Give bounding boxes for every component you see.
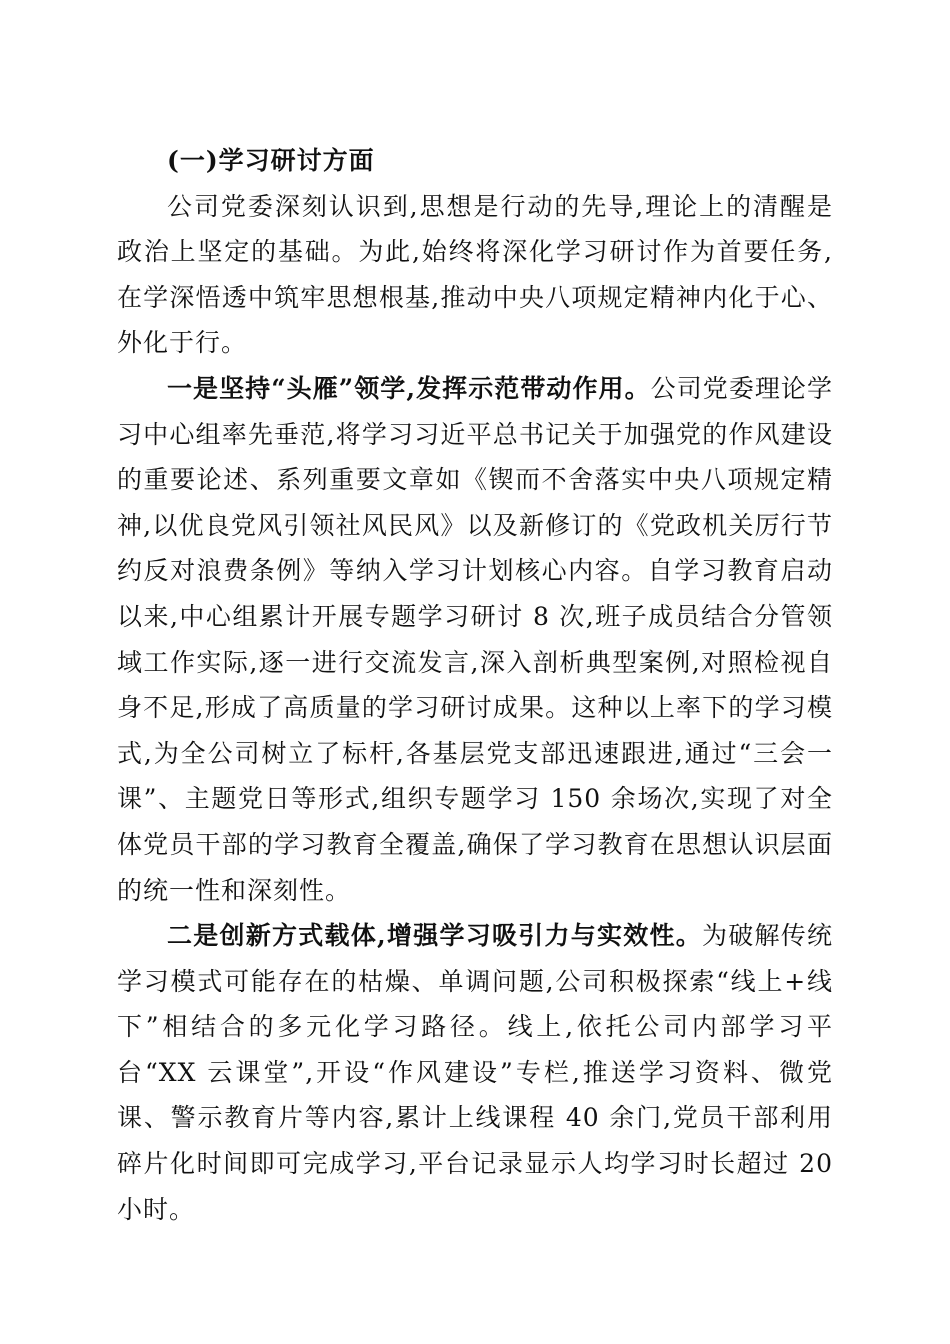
paragraph-point-two bbox=[117, 913, 833, 1232]
paragraph-point-two-text: 为破解传统学习模式可能存在的枯燥、单调问题,公司积极探索“线上+线下”相结合的多元化学习路径。线上,依托公司内部学习平台“XX 云课堂”,开设“作风建设”专栏,推送学习资料、微党课、警示教育片等内容,累计上线课程 40 余门,党员干部利用碎片化时间即可完成学习,平台记录显示人均学习时长超过 20 小时。 bbox=[117, 921, 833, 1224]
paragraph-point-one bbox=[117, 366, 833, 913]
section-heading: (一)学习研讨方面 bbox=[167, 146, 375, 175]
paragraph-point-one-text: 公司党委理论学习中心组率先垂范,将学习习近平总书记关于加强党的作风建设的重要论述、系列重要文章如《锲而不舍落实中央八项规定精神,以优良党风引领社风民风》以及新修订的《党政机关厉行节约反对浪费条例》等纳入学习计划核心内容。自学习教育启动以来,中心组累计开展专题学习研讨 8 次,班子成员结合分管领域工作实际,逐一进行交流发言,深入剖析典型案例,对照检视自身不足,形成了高质量的学习研讨成果。这种以上率下的学习模式,为全公司树立了标杆,各基层党支部迅速跟进,通过“三会一课”、主题党日等形式,组织专题学习 150 余场次,实现了对全体党员干部的学习教育全覆盖,确保了学习教育在思想认识层面的统一性和深刻性。 bbox=[117, 373, 833, 905]
paragraph-intro-text: 公司党委深刻认识到,思想是行动的先导,理论上的清醒是政治上坚定的基础。为此,始终将深化学习研讨作为首要任务,在学深悟透中筑牢思想根基,推动中央八项规定精神内化于心、外化于行。 bbox=[117, 191, 833, 358]
document-body bbox=[117, 138, 833, 1232]
paragraph-point-two-lead: 二是创新方式载体,增强学习吸引力与实效性。 bbox=[167, 921, 702, 951]
paragraph-point-one-lead: 一是坚持“头雁”领学,发挥示范带动作用。 bbox=[167, 373, 651, 403]
paragraph-intro bbox=[117, 184, 833, 366]
